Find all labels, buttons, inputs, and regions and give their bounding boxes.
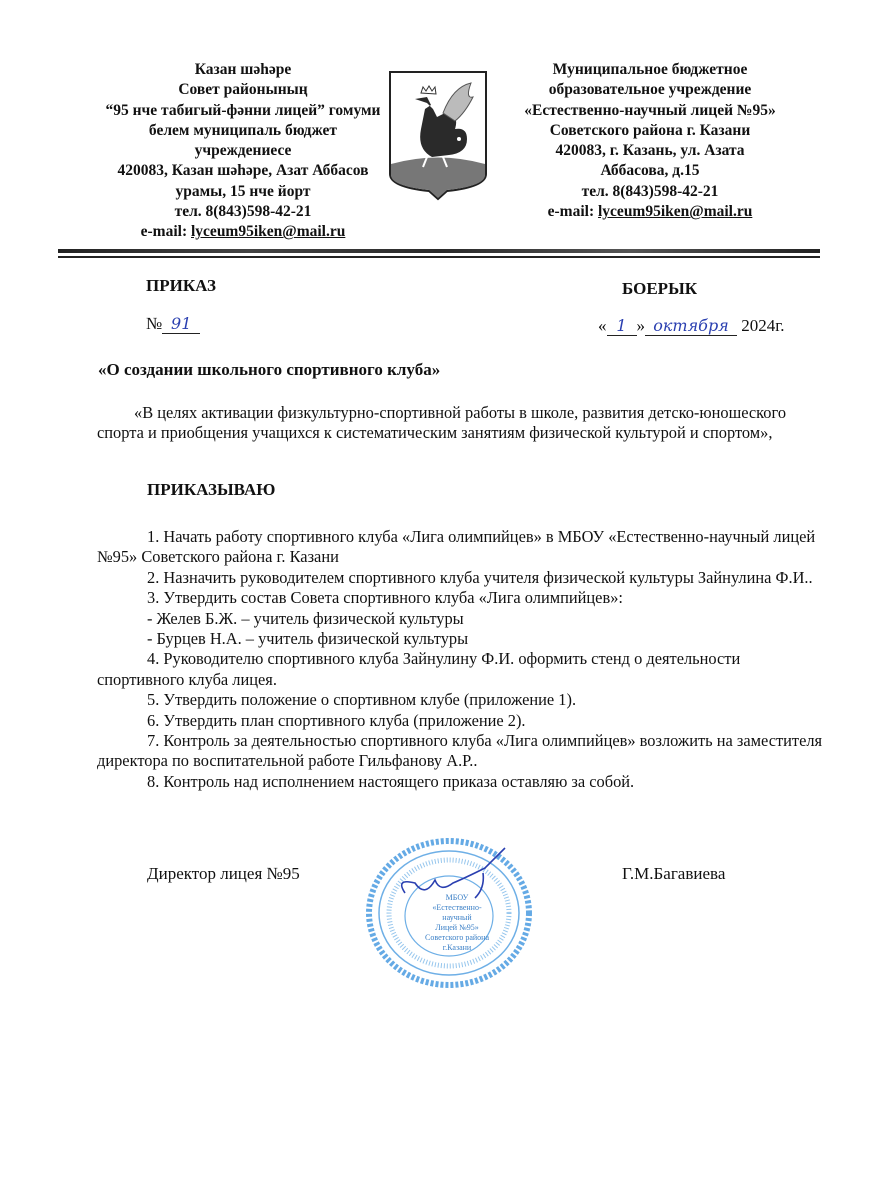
header-line: Аббасова, д.15 bbox=[600, 162, 700, 180]
header-line: «Естественно-научный лицей №95» bbox=[524, 101, 776, 119]
date-month-handwritten: октября bbox=[645, 316, 737, 336]
order-item: 8. Контроль над исполнением настоящего приказа оставляю за собой. bbox=[147, 771, 635, 791]
number-prefix: № bbox=[146, 314, 163, 333]
order-items bbox=[97, 527, 827, 792]
order-number-handwritten: 91 bbox=[162, 314, 200, 334]
header-line: учреждениесе bbox=[194, 142, 292, 160]
header-line: образовательное учреждение bbox=[548, 81, 752, 99]
stamp-line: Советского района bbox=[425, 933, 489, 942]
preamble bbox=[97, 403, 827, 444]
header-line: тел. 8(843)598-42-21 bbox=[174, 203, 312, 221]
header-tatar-block bbox=[98, 60, 388, 243]
order-title-russian: ПРИКАЗ bbox=[146, 276, 216, 295]
header-divider-thick bbox=[58, 249, 820, 253]
header-line: Казан шәһәре bbox=[194, 61, 292, 78]
email-link[interactable]: lyceum95iken@mail.ru bbox=[598, 203, 753, 221]
order-item: 5. Утвердить положение о спортивном клубе (приложение 1). bbox=[147, 690, 577, 710]
official-stamp-icon bbox=[365, 838, 533, 988]
stamp-line: «Естественно- bbox=[432, 903, 482, 912]
stamp-line: научный bbox=[442, 913, 472, 922]
header-line: 420083, Казан шәһәре, Азат Аббасов bbox=[117, 162, 369, 180]
order-item: 7. Контроль за деятельностью спортивного клуба «Лига олимпийцев» возложить на заместителя директора по воспитательной работе Гильфанову А.Р.. bbox=[97, 731, 823, 771]
quote-open: « bbox=[598, 316, 607, 335]
header-line: 420083, г. Казань, ул. Азата bbox=[555, 142, 745, 160]
order-item: 6. Утвердить план спортивного клуба (приложение 2). bbox=[147, 710, 526, 730]
signatory-name: Г.М.Багавиева bbox=[622, 864, 726, 883]
order-item: 4. Руководителю спортивного клуба Зайнулину Ф.И. оформить стенд о деятельности спортивного клуба лицея. bbox=[97, 649, 741, 689]
order-item: - Бурцев Н.А. – учитель физической культуры bbox=[147, 629, 469, 649]
header-line: Советского района г. Казани bbox=[549, 121, 751, 139]
order-subject: «О создании школьного спортивного клуба» bbox=[98, 360, 441, 379]
order-title-tatar: БОЕРЫК bbox=[622, 279, 698, 298]
header-email-row bbox=[500, 202, 800, 222]
order-item: 1. Начать работу спортивного клуба «Лига олимпийцев» в МБОУ «Естественно-научный лицей №95» Советского района г. Казани bbox=[97, 527, 816, 567]
header-divider-thin bbox=[58, 256, 820, 258]
date-year: 2024г. bbox=[741, 316, 785, 335]
header-email-row bbox=[98, 222, 388, 242]
header-line: белем муниципаль бюджет bbox=[148, 121, 338, 139]
email-link[interactable]: lyceum95iken@mail.ru bbox=[191, 223, 346, 241]
email-label: e-mail: bbox=[140, 223, 191, 241]
date-day-handwritten: 1 bbox=[607, 316, 637, 336]
order-item: 3. Утвердить состав Совета спортивного клуба «Лига олимпийцев»: bbox=[147, 588, 623, 608]
kazan-coat-of-arms-icon bbox=[387, 69, 489, 209]
stamp-line: МБОУ bbox=[445, 893, 469, 902]
header-line: тел. 8(843)598-42-21 bbox=[581, 182, 719, 200]
quote-close: » bbox=[636, 316, 645, 335]
header-line: Муниципальное бюджетное bbox=[552, 61, 748, 78]
header-line: “95 нче табигый-фәнни лицей” гомуми bbox=[105, 101, 381, 119]
preamble-text: «В целях активации физкультурно-спортивной работы в школе, развития детско-юношеского спорта и приобщения учащихся к систематическим занятиям физической культурой и спортом», bbox=[97, 403, 787, 443]
stamp-line: г.Казани bbox=[442, 943, 472, 952]
header-line: Совет районының bbox=[178, 81, 308, 99]
header-line: урамы, 15 нче йорт bbox=[175, 182, 311, 200]
signatory-title: Директор лицея №95 bbox=[147, 864, 300, 883]
order-number bbox=[146, 314, 200, 334]
order-item: - Желев Б.Ж. – учитель физической культуры bbox=[147, 608, 464, 628]
stamp-line: Лицей №95» bbox=[435, 923, 479, 932]
email-label: e-mail: bbox=[547, 203, 598, 221]
header-russian-block bbox=[500, 60, 800, 222]
directive-heading: ПРИКАЗЫВАЮ bbox=[147, 480, 276, 499]
order-date bbox=[598, 316, 785, 336]
order-item: 2. Назначить руководителем спортивного клуба учителя физической культуры Зайнулина Ф.И.. bbox=[147, 567, 813, 587]
